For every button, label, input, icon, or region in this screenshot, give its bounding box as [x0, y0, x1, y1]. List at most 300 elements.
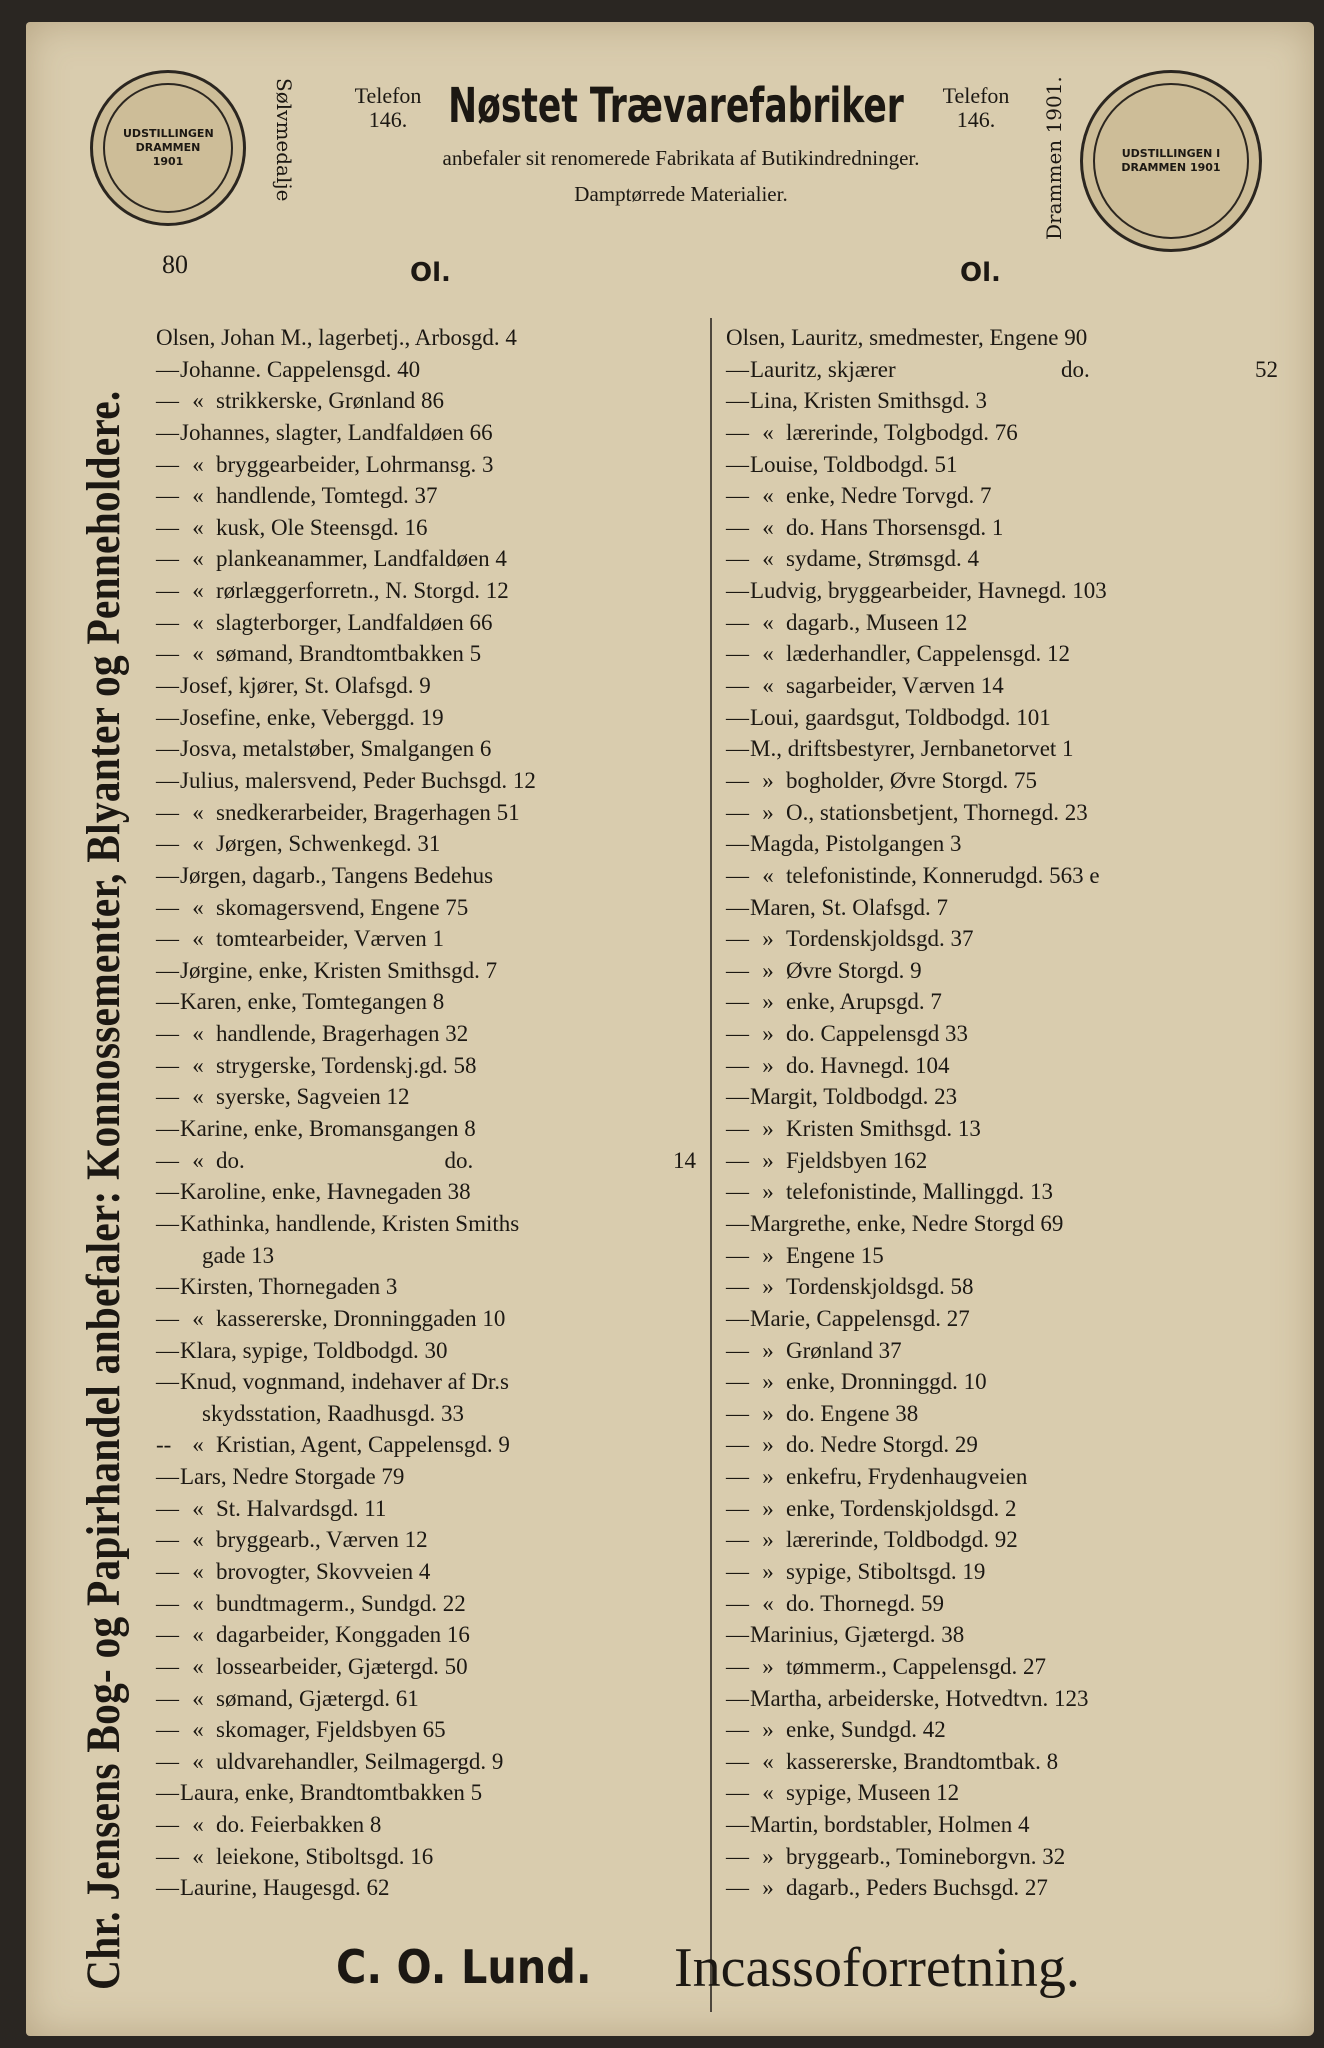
entry-text: tomtearbeider, Værven 1: [216, 926, 444, 952]
entry-ditto-mark: »: [762, 1558, 774, 1584]
entry-dash: —: [156, 641, 179, 667]
directory-entry: [156, 1556, 696, 1588]
entry-ditto-mark: «: [192, 1432, 204, 1458]
entry-text: handlende, Tomtegd. 37: [216, 483, 438, 509]
directory-entry: [156, 765, 696, 797]
entry-text: Jørgen, Schwenkegd. 31: [216, 831, 441, 857]
entry-text: Olsen, Johan M., lagerbetj., Arbosgd. 4: [156, 325, 517, 350]
entry-text: do. Engene 38: [786, 1400, 919, 1426]
directory-column-right: [726, 322, 1278, 1904]
entry-ditto-mark: «: [192, 1052, 204, 1078]
directory-entry: [726, 1113, 1278, 1145]
entry-text: Martin, bordstabler, Holmen 4: [750, 1812, 1030, 1838]
entry-text: Kirsten, Thornegaden 3: [180, 1274, 398, 1300]
directory-entry: [726, 1018, 1278, 1050]
entry-dash: —: [156, 1021, 179, 1047]
directory-entry: [726, 1588, 1278, 1620]
entry-dash: —: [156, 1147, 179, 1173]
directory-entry: [726, 417, 1278, 449]
entry-ditto-mark: «: [192, 1843, 204, 1869]
directory-entry: [726, 1872, 1278, 1904]
entry-dash: —: [156, 1305, 179, 1331]
entry-text: gade 13: [202, 1242, 275, 1268]
entry-ditto-mark: «: [762, 1780, 774, 1806]
entry-text: Kristen Smithsgd. 13: [786, 1116, 981, 1142]
entry-ditto-mark: »: [762, 1147, 774, 1173]
entry-text: bryggearbeider, Lohrmansg. 3: [216, 451, 494, 477]
directory-entry: [726, 1493, 1278, 1525]
entry-dash: —: [156, 1558, 179, 1584]
entry-text: snedkerarbeider, Bragerhagen 51: [216, 799, 520, 825]
entry-dash: —: [726, 1748, 749, 1774]
entry-dash: —: [726, 1210, 749, 1236]
entry-dash: —: [726, 578, 749, 604]
entry-ditto-mark: «: [192, 1147, 204, 1173]
entry-text: bundtmagerm., Sundgd. 22: [216, 1590, 466, 1616]
entry-dash: —: [156, 1495, 179, 1521]
entry-dash: —: [726, 1527, 749, 1553]
directory-entry: [726, 354, 1278, 386]
entry-ditto-mark: »: [762, 1495, 774, 1521]
entry-dash: —: [726, 736, 749, 762]
directory-entry: [156, 892, 696, 924]
entry-text: Margit, Toldbodgd. 23: [750, 1084, 958, 1110]
entry-text: sydame, Strømsgd. 4: [786, 546, 979, 572]
entry-ditto-mark: «: [762, 609, 774, 635]
directory-entry: [726, 828, 1278, 860]
entry-dash: —: [726, 1147, 749, 1173]
entry-ditto-mark: «: [192, 578, 204, 604]
entry-text: plankeanammer, Landfaldøen 4: [216, 546, 507, 572]
telefon-right: [926, 84, 1026, 132]
directory-entry: [156, 860, 696, 892]
entry-text: bryggearb., Tomineborgvn. 32: [786, 1843, 1066, 1869]
directory-entry: [156, 1081, 696, 1113]
directory-entry: [156, 543, 696, 575]
entry-ditto-mark: «: [762, 862, 774, 888]
directory-entry: [156, 1777, 696, 1809]
entry-ditto-mark: «: [762, 1748, 774, 1774]
entry-ditto-mark: «: [192, 926, 204, 952]
directory-entry: [726, 1556, 1278, 1588]
entry-dash: —: [726, 1653, 749, 1679]
footer-firm-business: Incassoforretning.: [674, 1937, 1080, 1999]
entry-dash: —: [726, 1843, 749, 1869]
entry-text: Josefine, enke, Veberggd. 19: [180, 704, 444, 730]
directory-entry: [726, 1398, 1278, 1430]
entry-ditto-mark: »: [762, 1653, 774, 1679]
entry-text: Engene 15: [786, 1242, 884, 1268]
entry-dash: —: [726, 483, 749, 509]
entry-text: lossearbeider, Gjætergd. 50: [216, 1653, 468, 1679]
entry-text: Kathinka, handlende, Kristen Smiths: [180, 1210, 520, 1236]
entry-dash: —: [156, 1464, 179, 1490]
directory-entry: [156, 1683, 696, 1715]
entry-text: Johannes, slagter, Landfaldøen 66: [180, 419, 493, 445]
footer-firm-name: C. O. Lund.: [336, 1940, 592, 1994]
entry-text: lærerinde, Tolgbodgd. 76: [786, 419, 1018, 445]
entry-text: sømand, Brandtomtbakken 5: [216, 641, 482, 667]
entry-dash: —: [726, 451, 749, 477]
entry-text: Martha, arbeiderske, Hotvedtvn. 123: [750, 1685, 1089, 1711]
directory-entry: [726, 955, 1278, 987]
directory-entry: [156, 1176, 696, 1208]
directory-entry: [156, 480, 696, 512]
entry-dash: —: [726, 1780, 749, 1806]
entry-ditto-mark: «: [192, 1495, 204, 1521]
directory-entry: [156, 1841, 696, 1873]
entry-text: Marie, Cappelensgd. 27: [750, 1305, 970, 1331]
entry-ditto-mark: «: [762, 483, 774, 509]
entry-text: do. Hans Thorsensgd. 1: [786, 514, 1004, 540]
directory-entry: [156, 1335, 696, 1367]
entry-ditto-mark: «: [192, 799, 204, 825]
directory-entry: [156, 1809, 696, 1841]
entry-text: telefonistinde, Mallinggd. 13: [786, 1179, 1054, 1205]
entry-ditto-mark: «: [192, 1305, 204, 1331]
entry-ditto-mark: »: [762, 989, 774, 1015]
entry-dash: —: [726, 388, 749, 414]
entry-dash: —: [726, 1084, 749, 1110]
entry-ditto-mark: »: [762, 1400, 774, 1426]
entry-dash: —: [726, 1622, 749, 1648]
entry-text: dagarb., Peders Buchsgd. 27: [786, 1875, 1048, 1901]
directory-entry: [156, 1619, 696, 1651]
entry-dash: —: [726, 767, 749, 793]
entry-ditto-mark: «: [192, 831, 204, 857]
entry-dash: —: [726, 989, 749, 1015]
entry-ditto-mark: «: [762, 641, 774, 667]
entry-text: Laura, enke, Brandtomtbakken 5: [180, 1780, 483, 1806]
entry-text: Laurine, Haugesgd. 62: [180, 1875, 390, 1901]
entry-ditto-mark: «: [192, 1558, 204, 1584]
entry-ditto-mark: «: [192, 1748, 204, 1774]
entry-ditto-mark: «: [192, 1590, 204, 1616]
entry-dash: —: [726, 1717, 749, 1743]
entry-text: enkefru, Frydenhaugveien: [786, 1464, 1028, 1490]
directory-entry: [156, 1588, 696, 1620]
entry-ditto-mark: »: [762, 1116, 774, 1142]
entry-dash: --: [156, 1432, 172, 1458]
directory-entry: [156, 1651, 696, 1683]
directory-entry: [156, 417, 696, 449]
entry-ditto-mark: «: [192, 1653, 204, 1679]
directory-entry: [726, 765, 1278, 797]
directory-entry: [156, 828, 696, 860]
directory-entry: [156, 1366, 696, 1398]
entry-text: enke, Dronninggd. 10: [786, 1369, 987, 1395]
directory-entry: [156, 1050, 696, 1082]
entry-text: do. Cappelensgd 33: [786, 1021, 969, 1047]
entry-text: Josva, metalstøber, Smalgangen 6: [180, 736, 492, 762]
entry-text: Jørgen, dagarb., Tangens Bedehus: [180, 862, 494, 888]
entry-text: sømand, Gjætergd. 61: [216, 1685, 419, 1711]
directory-entry: [156, 1714, 696, 1746]
entry-dash: —: [156, 514, 179, 540]
entry-ditto-mark: «: [192, 451, 204, 477]
directory-entry: [726, 797, 1278, 829]
entry-ditto-mark: «: [192, 1622, 204, 1648]
entry-text: slagterborger, Landfaldøen 66: [216, 609, 493, 635]
entry-dash: —: [726, 1305, 749, 1331]
entry-ditto-mark: »: [762, 926, 774, 952]
entry-text: lærerinde, Toldbodgd. 92: [786, 1527, 1018, 1553]
entry-text: Loui, gaardsgut, Toldbodgd. 101: [750, 704, 1051, 730]
entry-text: bogholder, Øvre Storgd. 75: [786, 767, 1037, 793]
entry-text: do. Feierbakken 8: [216, 1812, 382, 1838]
entry-dash: —: [156, 1653, 179, 1679]
directory-entry: [726, 1081, 1278, 1113]
entry-text: Magda, Pistolgangen 3: [750, 831, 962, 857]
entry-dash: —: [726, 1179, 749, 1205]
directory-entry: [156, 733, 696, 765]
entry-text: Julius, malersvend, Peder Buchsgd. 12: [180, 767, 536, 793]
entry-ditto-mark: »: [762, 1242, 774, 1268]
entry-text: Jørgine, enke, Kristen Smithsgd. 7: [180, 957, 498, 983]
entry-dash: —: [726, 1337, 749, 1363]
entry-text: enke, Sundgd. 42: [786, 1717, 946, 1743]
entry-dash: —: [156, 388, 179, 414]
entry-text: leiekone, Stiboltsgd. 16: [216, 1843, 434, 1869]
directory-entry: [726, 1683, 1278, 1715]
entry-ditto-mark: «: [192, 1021, 204, 1047]
entry-dash: —: [726, 673, 749, 699]
entry-text: Lars, Nedre Storgade 79: [180, 1464, 405, 1490]
entry-dash: —: [156, 831, 179, 857]
entry-dash: —: [726, 1875, 749, 1901]
entry-text: sagarbeider, Værven 14: [786, 673, 1004, 699]
entry-dash: —: [156, 1274, 179, 1300]
entry-text: kassererske, Brandtomtbak. 8: [786, 1748, 1059, 1774]
entry-ditto-mark: »: [762, 1843, 774, 1869]
entry-dash: —: [726, 862, 749, 888]
entry-ditto-mark: »: [762, 1875, 774, 1901]
entry-text: handlende, Bragerhagen 32: [216, 1021, 469, 1047]
directory-entry: [156, 1208, 696, 1240]
telefon-right-number: 146.: [956, 107, 996, 132]
directory-entry: [726, 1145, 1278, 1177]
entry-dash: —: [726, 1812, 749, 1838]
entry-dash: —: [156, 736, 179, 762]
entry-dash: —: [156, 1210, 179, 1236]
entry-dash: —: [726, 1590, 749, 1616]
entry-ditto-mark: «: [762, 514, 774, 540]
column-divider: [710, 318, 712, 2012]
directory-entry: [156, 1524, 696, 1556]
entry-text: Karen, enke, Tomtegangen 8: [180, 989, 445, 1015]
entry-dash: —: [726, 546, 749, 572]
directory-entry: [726, 1366, 1278, 1398]
entry-dash: —: [726, 1116, 749, 1142]
entry-dash: —: [156, 356, 179, 382]
directory-entry: [156, 955, 696, 987]
directory-entry: [726, 892, 1278, 924]
directory-entry: [156, 638, 696, 670]
entry-text: Kristian, Agent, Cappelensgd. 9: [216, 1432, 510, 1458]
entry-dash: —: [156, 1622, 179, 1648]
directory-entry: [156, 986, 696, 1018]
entry-dash: —: [156, 767, 179, 793]
directory-entry: [156, 575, 696, 607]
entry-dash: —: [726, 641, 749, 667]
entry-ditto-mark: »: [762, 767, 774, 793]
entry-ditto-mark: «: [192, 388, 204, 414]
directory-entry: [726, 670, 1278, 702]
directory-entry: [726, 1208, 1278, 1240]
entry-dash: —: [156, 578, 179, 604]
entry-text: Margrethe, enke, Nedre Storgd 69: [750, 1210, 1064, 1236]
entry-text: dagarbeider, Konggaden 16: [216, 1622, 470, 1648]
entry-text: tømmerm., Cappelensgd. 27: [786, 1653, 1046, 1679]
entry-ditto-mark: «: [192, 641, 204, 667]
directory-entry: [726, 1461, 1278, 1493]
entry-ditto-mark: »: [762, 1527, 774, 1553]
entry-text: uldvarehandler, Seilmagergd. 9: [216, 1748, 504, 1774]
entry-ditto-mark: »: [762, 799, 774, 825]
entry-dash: —: [156, 1337, 179, 1363]
directory-entry: [726, 986, 1278, 1018]
directory-entry: [726, 1714, 1278, 1746]
entry-text: Karine, enke, Bromansgangen 8: [180, 1116, 476, 1142]
entry-dash: —: [726, 419, 749, 445]
entry-dash: —: [156, 1812, 179, 1838]
directory-entry: [156, 702, 696, 734]
directory-entry: [726, 860, 1278, 892]
entry-text: do.: [1060, 356, 1090, 382]
entry-dash: —: [156, 926, 179, 952]
directory-page: [26, 22, 1314, 2036]
entry-dash: —: [726, 1464, 749, 1490]
directory-entry: [156, 1461, 696, 1493]
entry-dash: —: [156, 1717, 179, 1743]
entry-ditto-mark: «: [762, 673, 774, 699]
entry-text: Lauritz, skjærer: [750, 356, 896, 382]
directory-entry: [726, 1176, 1278, 1208]
entry-text: kassererske, Dronninggaden 10: [216, 1305, 506, 1331]
directory-entry: [156, 1398, 696, 1430]
directory-entry: [156, 1493, 696, 1525]
entry-dash: —: [726, 1685, 749, 1711]
entry-ditto-mark: »: [762, 1432, 774, 1458]
directory-entry: [156, 1113, 696, 1145]
entry-text: Josef, kjører, St. Olafsgd. 9: [180, 673, 431, 699]
entry-text: telefonistinde, Konnerudgd. 563 e: [786, 862, 1100, 888]
entry-dash: —: [726, 1432, 749, 1458]
entry-dash: —: [156, 1179, 179, 1205]
directory-entry: [726, 1429, 1278, 1461]
entry-dash: —: [726, 799, 749, 825]
directory-entry: [726, 1809, 1278, 1841]
entry-dash: —: [726, 831, 749, 857]
entry-dash: —: [726, 704, 749, 730]
directory-entry: [726, 480, 1278, 512]
directory-entry: [726, 449, 1278, 481]
entry-dash: —: [156, 451, 179, 477]
entry-ditto-mark: «: [192, 483, 204, 509]
seal-left-text: UDSTILLINGEN DRAMMEN 1901: [123, 127, 214, 168]
entry-ditto-mark: «: [192, 514, 204, 540]
entry-text: Fjeldsbyen 162: [786, 1147, 928, 1173]
directory-entry: [726, 385, 1278, 417]
entry-text: Olsen, Lauritz, smedmester, Engene 90: [726, 325, 1088, 350]
entry-text: Tordenskjoldsgd. 37: [786, 926, 974, 952]
directory-entry: [726, 543, 1278, 575]
directory-entry: [726, 638, 1278, 670]
entry-text: do.: [444, 1147, 474, 1173]
telefon-left-number: 146.: [368, 107, 408, 132]
entry-text: sypige, Stiboltsgd. 19: [786, 1558, 986, 1584]
entry-dash: —: [156, 1527, 179, 1553]
column-header-right: Ol.: [960, 258, 1001, 288]
entry-dash: —: [156, 1875, 179, 1901]
entry-text: do. Havnegd. 104: [786, 1052, 950, 1078]
page-number: 80: [162, 250, 188, 279]
directory-entry: [726, 607, 1278, 639]
entry-text: dagarb., Museen 12: [786, 609, 968, 635]
entry-dash: —: [156, 989, 179, 1015]
entry-dash: —: [726, 609, 749, 635]
telefon-left-label: Telefon: [354, 83, 422, 108]
directory-entry: [156, 449, 696, 481]
entry-ditto-mark: «: [192, 894, 204, 920]
entry-ditto-mark: »: [762, 1717, 774, 1743]
entry-ditto-mark: »: [762, 1052, 774, 1078]
medal-text: Sølvmedalje: [272, 78, 296, 202]
entry-text: do. Nedre Storgd. 29: [786, 1432, 978, 1458]
entry-ditto-mark: «: [192, 1527, 204, 1553]
entry-text: 14: [673, 1147, 696, 1173]
entry-ditto-mark: «: [762, 546, 774, 572]
seal-right-text: UDSTILLINGEN I DRAMMEN 1901: [1121, 147, 1221, 174]
entry-dash: —: [726, 894, 749, 920]
entry-dash: —: [726, 514, 749, 540]
directory-entry: [726, 1271, 1278, 1303]
entry-text: M., driftsbestyrer, Jernbanetorvet 1: [750, 736, 1074, 762]
directory-entry: [156, 322, 696, 354]
directory-entry: [156, 354, 696, 386]
entry-dash: —: [726, 957, 749, 983]
entry-text: Lina, Kristen Smithsgd. 3: [750, 388, 988, 414]
directory-entry: [726, 1240, 1278, 1272]
entry-text: enke, Arupsgd. 7: [786, 989, 942, 1015]
directory-entry: [156, 1872, 696, 1904]
entry-text: kusk, Ole Steensgd. 16: [216, 514, 428, 540]
entry-text: do. Thornegd. 59: [786, 1590, 945, 1616]
entry-text: Klara, sypige, Toldbodgd. 30: [180, 1337, 448, 1363]
entry-text: 52: [1255, 356, 1278, 382]
directory-entry: [156, 512, 696, 544]
entry-dash: —: [156, 704, 179, 730]
directory-entry: [156, 797, 696, 829]
directory-entry: [726, 923, 1278, 955]
entry-dash: —: [156, 673, 179, 699]
entry-text: do.: [216, 1147, 245, 1173]
directory-entry: [726, 575, 1278, 607]
entry-dash: —: [156, 483, 179, 509]
directory-entry: [726, 1777, 1278, 1809]
directory-entry: [156, 1145, 696, 1177]
entry-text: Knud, vognmand, indehaver af Dr.s: [180, 1369, 509, 1395]
entry-text: strygerske, Tordenskj.gd. 58: [216, 1052, 477, 1078]
directory-entry: [726, 1524, 1278, 1556]
directory-entry: [726, 512, 1278, 544]
entry-text: rørlæggerforretn., N. Storgd. 12: [216, 578, 509, 604]
exhibition-seal-right: [1080, 70, 1262, 252]
entry-text: bryggearb., Værven 12: [216, 1527, 428, 1553]
directory-entry: [726, 733, 1278, 765]
entry-dash: —: [726, 1274, 749, 1300]
entry-dash: —: [726, 926, 749, 952]
